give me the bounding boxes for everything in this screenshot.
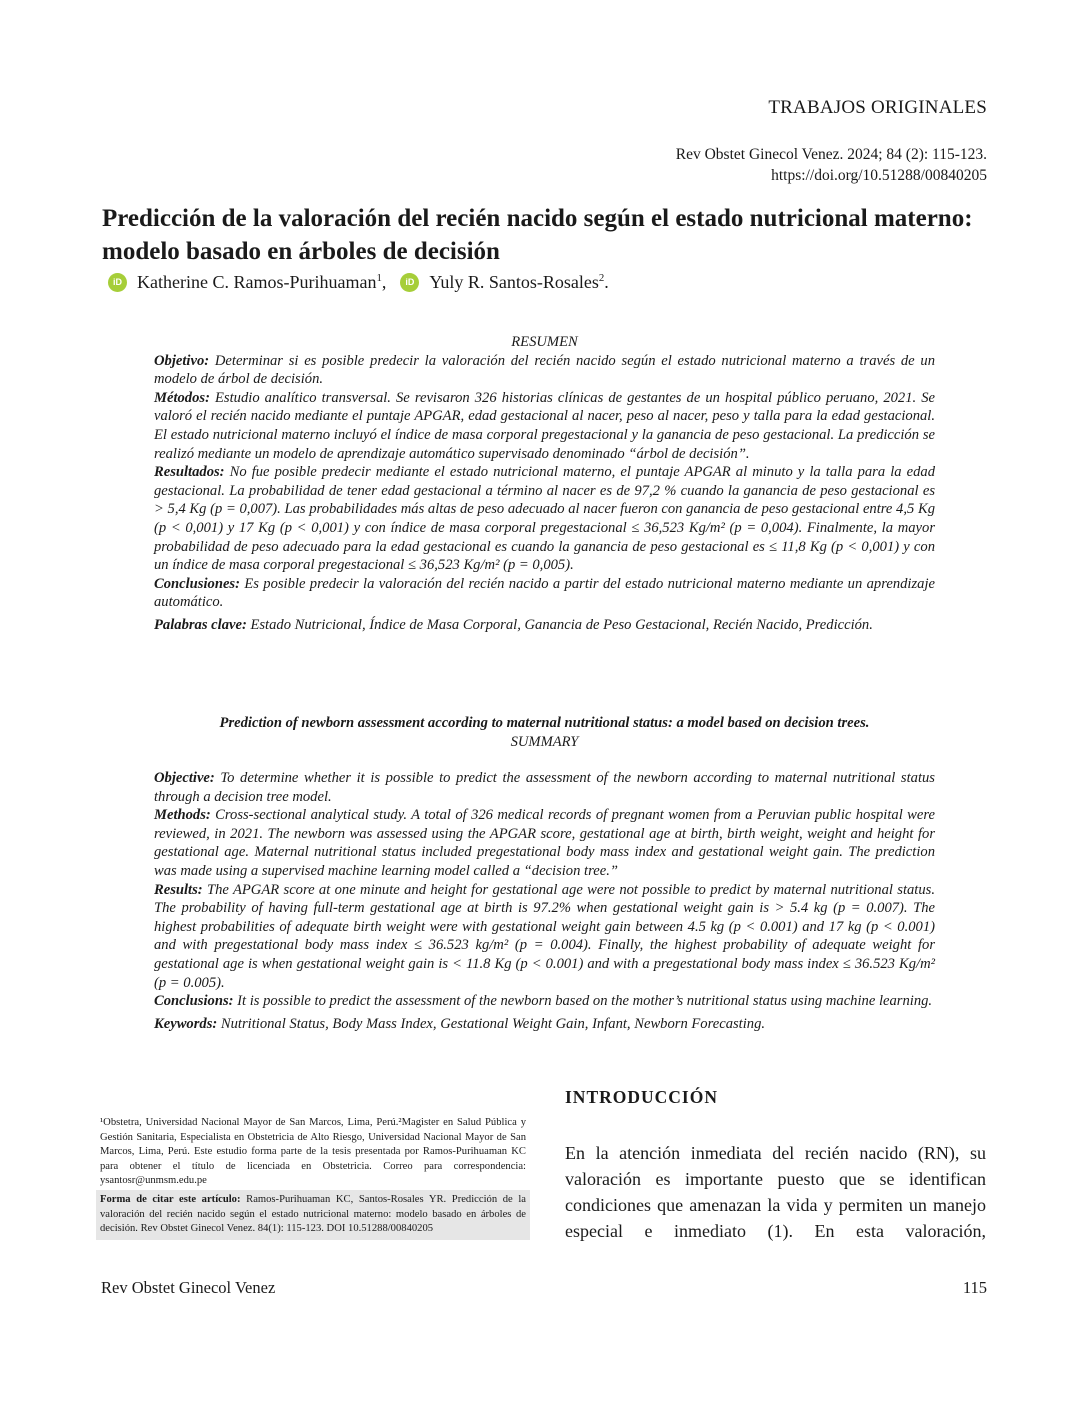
summary-methods: Methods: Cross-sectional analytical study. A total of 326 medical records of pregnant women from a Peruvian public hospital were reviewed, in 2021. The newborn was assessed using the APGAR score, gestational age at birth, birth weight, weight and height for gestational age. Maternal nutritional status included pregestational body mass index and gestational weight gain. The prediction was made using a supervised machine learning model called a “decision tree.” xyxy=(154,807,935,879)
author-list xyxy=(108,272,623,293)
page-number: 115 xyxy=(962,1278,987,1297)
introduction-text: En la atención inmediata del recién nacido (RN), su valoración es importante puesto que se identifican condiciones que amenazan la vida y permiten un manejo especial e inmediato (1). En esta valoración, xyxy=(565,1143,986,1241)
author-name: Katherine C. Ramos-Purihuaman xyxy=(137,272,377,292)
resumen-resultados: Resultados: No fue posible predecir mediante el estado nutricional materno, el puntaje APGAR al minuto y la talla para la edad gestacional. La probabilidad de tener edad gestacional a término al nacer es de 97,2 % cuando la ganancia de peso gestacional es > 5,4 Kg (p = 0,007). Las probabilidades más altas de peso adecuado al nacer fueron con ganancia de peso gestacional entre 4,5 Kg (p < 0,001) y 17 Kg (p < 0,001) y con índice de masa corporal pregestacional ≤ 36,523 Kg/m² (p = 0,004). Finalmente, la mayor probabilidad de peso adecuado para la edad gestacional es cuando la ganancia de peso gestacional es ≤ 11,8 Kg (p < 0,001) y con un índice de masa corporal pregestacional ≤ 36,523 Kg/m² (p = 0,005). xyxy=(154,464,935,574)
author-affiliation: 2 xyxy=(598,272,605,284)
summary-title-block xyxy=(154,714,935,752)
author-1: Katherine C. Ramos-Purihuaman$^1$, xyxy=(137,272,387,292)
author-affiliation: 1 xyxy=(376,272,382,284)
affiliation-footnote: ¹Obstetra, Universidad Nacional Mayor de San Marcos, Lima, Perú.²Magister en Salud Pública y Gestión Sanitaria, Especialista en Obstetricia de Alto Riesgo, Universidad Nacional Mayor de San Marcos, Lima, Perú. Este estudio forma parte de la tesis presentada por Ramos-Purihuaman KC para obtener el título de licenciada en Obstetricia. Correo para correspondencia: ysantosr@unmsm.edu.pe xyxy=(100,1117,526,1186)
resumen-heading: RESUMEN xyxy=(511,334,578,350)
summary-heading: SUMMARY xyxy=(510,734,579,750)
orcid-icon[interactable]: iD xyxy=(108,273,127,292)
article-title: Predicción de la valoración del recién nacido según el estado nutricional materno: modelo basado en árboles de decisión xyxy=(102,205,973,265)
resumen-metodos: Métodos: Estudio analítico transversal. Se revisaron 326 historias clínicas de gestantes de un hospital público peruano, 2021. Se valoró el recién nacido mediante el puntaje APGAR, edad gestacional al nacer, peso al nacer, peso y talla para la edad gestacional. El estado nutricional materno incluyó el índice de masa corporal pregestacional y la ganancia de peso gestacional. La predicción se realizó mediante un modelo de aprendizaje automático supervisado denominado “árbol de decisión”. xyxy=(154,389,935,462)
footer-journal: Rev Obstet Ginecol Venez xyxy=(101,1278,276,1297)
orcid-icon[interactable]: iD xyxy=(400,273,419,292)
section-label: TRABAJOS ORIGINALES xyxy=(768,97,987,118)
doi-link[interactable]: https://doi.org/10.51288/00840205 xyxy=(771,167,987,184)
summary-keywords: Keywords: Nutritional Status, Body Mass Index, Gestational Weight Gain, Infant, Newborn Forecasting. xyxy=(154,1015,766,1032)
author-2: Yuly R. Santos-Rosales$^2$. xyxy=(429,272,609,292)
english-title: Prediction of newborn assessment according to maternal nutritional status: a model based on decision trees. xyxy=(219,715,870,731)
resumen-conclusiones: Conclusiones: Es posible predecir la valoración del recién nacido a partir del estado nutricional materno mediante un aprendizaje automático. xyxy=(154,575,935,611)
summary-conclusions: Conclusions: It is possible to predict the assessment of the newborn based on the mother’s nutritional status using machine learning. xyxy=(154,993,933,1010)
author-name: Yuly R. Santos-Rosales xyxy=(429,272,599,292)
citation-box: Forma de citar este artículo: Ramos-Purihuaman KC, Santos-Rosales YR. Predicción de la valoración del recién nacido según el estado nutricional materno: modelo basado en árboles de decisión. Rev Obstet Ginecol Venez. 84(1): 115-123. DOI 10.51288/00840205 xyxy=(96,1190,530,1240)
resumen-keywords: Palabras clave: Estado Nutricional, Índice de Masa Corporal, Ganancia de Peso Gestacional, Recién Nacido, Predicción. xyxy=(154,616,873,633)
resumen-abstract xyxy=(154,333,935,635)
resumen-objetivo: Objetivo: Determinar si es posible predecir la valoración del recién nacido según el estado nutricional materno a través de un modelo de árbol de decisión. xyxy=(154,352,935,388)
journal-citation: Rev Obstet Ginecol Venez. 2024; 84 (2): 115-123. xyxy=(675,146,987,163)
introduction-heading: INTRODUCCIÓN xyxy=(565,1087,718,1107)
journal-reference xyxy=(676,144,987,186)
summary-results: Results: The APGAR score at one minute and height for gestational age were not possible to predict by maternal nutritional status. The probability of having full-term gestational age at birth is 97.2% when gestational weight gain is > 5.4 kg (p = 0.007). The highest probabilities of adequate birth weight were with gestational weight gain between 4.5 kg (p < 0.001) and 17 kg (p < 0.001) and with pregestational body mass index ≤ 36.523 kg/m² (p = 0.004). Finally, the highest probability of adequate weight for gestational age is when gestational weight gain is < 11.8 Kg (p < 0.001) and with a pregestational body mass index ≤ 36.523 Kg/m² (p = 0.005). xyxy=(154,881,935,991)
summary-abstract xyxy=(154,769,935,1033)
summary-objective: Objective: To determine whether it is possible to predict the assessment of the newborn according to maternal nutritional status through a decision tree model. xyxy=(154,770,935,805)
